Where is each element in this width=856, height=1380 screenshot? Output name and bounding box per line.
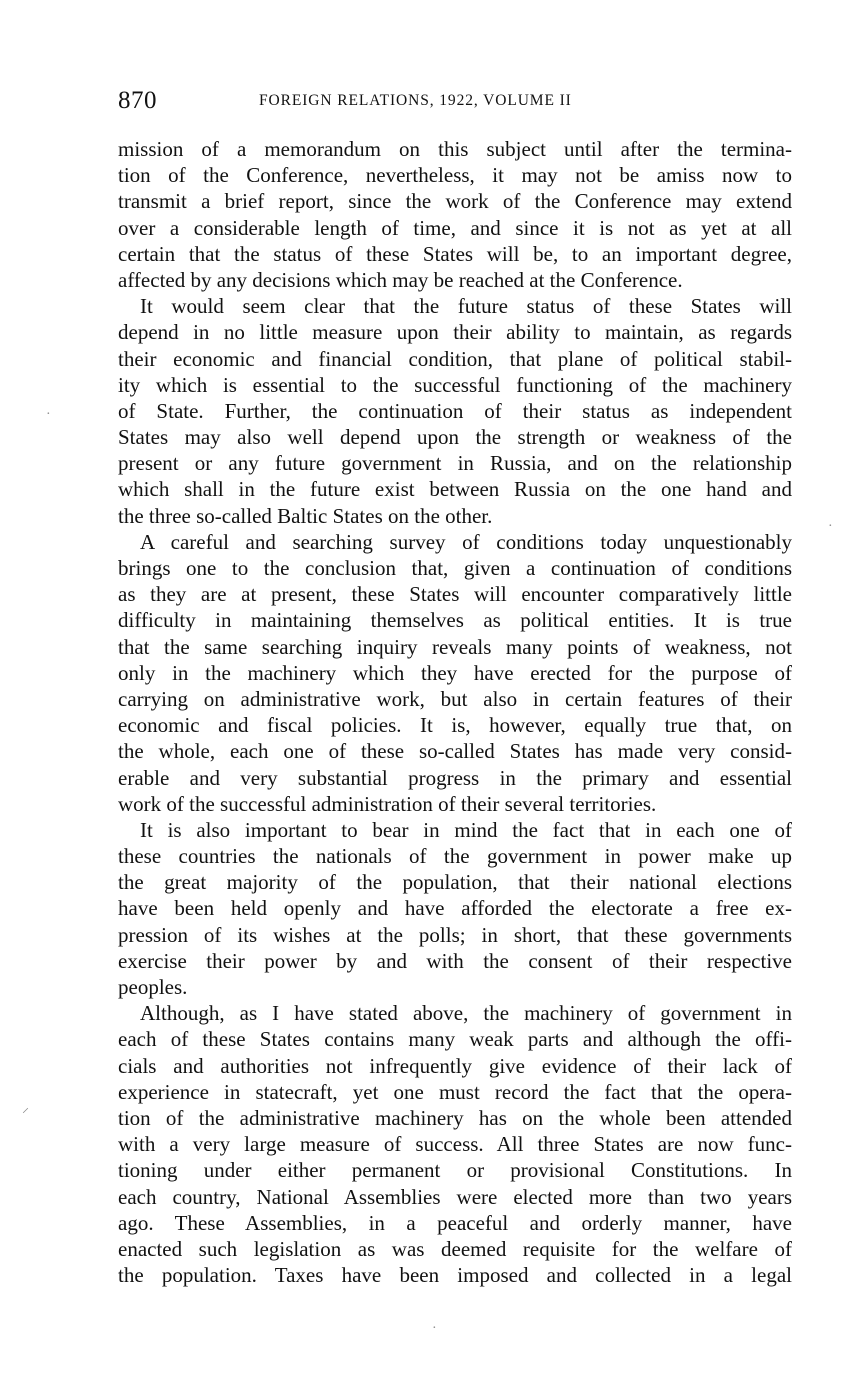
text-line: certain that the status of these States will be, to an important degree, xyxy=(118,241,792,266)
text-line: transmit a brief report, since the work of the Conference may extend xyxy=(118,189,792,214)
paragraph-2 xyxy=(118,293,792,529)
text-line: A careful and searching survey of conditions today unquestionably xyxy=(140,529,792,554)
text-line: It is also important to bear in mind the fact that in each one of xyxy=(140,817,792,842)
text-line: of State. Further, the continuation of their status as independent xyxy=(118,398,792,423)
text-line: economic and fiscal policies. It is, however, equally true that, on xyxy=(118,713,792,738)
text-line: the three so-called Baltic States on the other. xyxy=(118,503,493,528)
text-line: over a considerable length of time, and since it is not as yet at all xyxy=(118,215,792,240)
text-line: these countries the nationals of the government in power make up xyxy=(118,844,792,869)
text-line: each of these States contains many weak parts and although the offi- xyxy=(118,1027,792,1052)
paragraph-5 xyxy=(118,1000,792,1288)
text-line: present or any future government in Russia, and on the relationship xyxy=(118,451,792,476)
text-line: States may also well depend upon the strength or weakness of the xyxy=(118,425,792,450)
running-title: FOREIGN RELATIONS, 1922, VOLUME II xyxy=(259,92,572,109)
paragraph-3 xyxy=(118,529,792,817)
text-line: tion of the Conference, nevertheless, it may not be amiss now to xyxy=(118,163,792,188)
text-line: the great majority of the population, that their national elections xyxy=(118,870,792,895)
text-line: tion of the administrative machinery has on the whole been attended xyxy=(118,1105,792,1130)
text-line: Although, as I have stated above, the machinery of government in xyxy=(140,1001,792,1026)
paragraph-1 xyxy=(118,136,792,293)
text-line: ity which is essential to the successful functioning of the machinery xyxy=(118,372,792,397)
text-line: their economic and financial condition, that plane of political stabil- xyxy=(118,346,792,371)
text-line: enacted such legislation as was deemed requisite for the welfare of xyxy=(118,1236,792,1261)
text-line: work of the successful administration of their several territories. xyxy=(118,791,657,816)
text-line: depend in no little measure upon their ability to maintain, as regards xyxy=(118,320,792,345)
text-line: have been held openly and have afforded the electorate a free ex- xyxy=(118,896,792,921)
text-line: that the same searching inquiry reveals many points of weakness, not xyxy=(118,634,792,659)
text-line: only in the machinery which they have erected for the purpose of xyxy=(118,660,792,685)
text-line: pression of its wishes at the polls; in short, that these governments xyxy=(118,922,792,947)
text-line: exercise their power by and with the consent of their respective xyxy=(118,948,792,973)
text-line: carrying on administrative work, but also in certain features of their xyxy=(118,686,792,711)
scan-speck-mark: ⸝ xyxy=(22,1101,29,1116)
scan-speck-mark: · xyxy=(828,519,833,534)
text-line: experience in statecraft, yet one must record the fact that the opera- xyxy=(118,1079,792,1104)
text-line: mission of a memorandum on this subject until after the termina- xyxy=(118,137,792,161)
text-line: the population. Taxes have been imposed and collected in a legal xyxy=(118,1263,792,1288)
text-line: It would seem clear that the future status of these States will xyxy=(140,294,792,319)
text-line: brings one to the conclusion that, given a continuation of conditions xyxy=(118,556,792,580)
text-line: affected by any decisions which may be reached at the Conference. xyxy=(118,267,683,292)
scan-speck-mark: · xyxy=(46,407,51,422)
text-line: with a very large measure of success. All three States are now func- xyxy=(118,1132,792,1157)
text-line: as they are at present, these States will encounter comparatively little xyxy=(118,582,792,607)
text-line: which shall in the future exist between Russia on the one hand and xyxy=(118,477,792,502)
page-number: 870 xyxy=(118,87,157,114)
scan-speck-mark: · xyxy=(432,1321,437,1336)
text-line: tioning under either permanent or provisional Constitutions. In xyxy=(118,1158,792,1183)
paragraph-4 xyxy=(118,817,792,1000)
text-line: ago. These Assemblies, in a peaceful and orderly manner, have xyxy=(118,1210,792,1235)
text-line: erable and very substantial progress in the primary and essential xyxy=(118,765,792,790)
text-line: each country, National Assemblies were elected more than two years xyxy=(118,1184,792,1209)
text-line: peoples. xyxy=(118,975,188,999)
text-line: difficulty in maintaining themselves as political entities. It is true xyxy=(118,608,792,633)
body-text xyxy=(118,136,792,1288)
running-head xyxy=(118,86,792,116)
text-line: cials and authorities not infrequently give evidence of their lack of xyxy=(118,1053,792,1078)
text-line: the whole, each one of these so-called States has made very consid- xyxy=(118,739,792,764)
